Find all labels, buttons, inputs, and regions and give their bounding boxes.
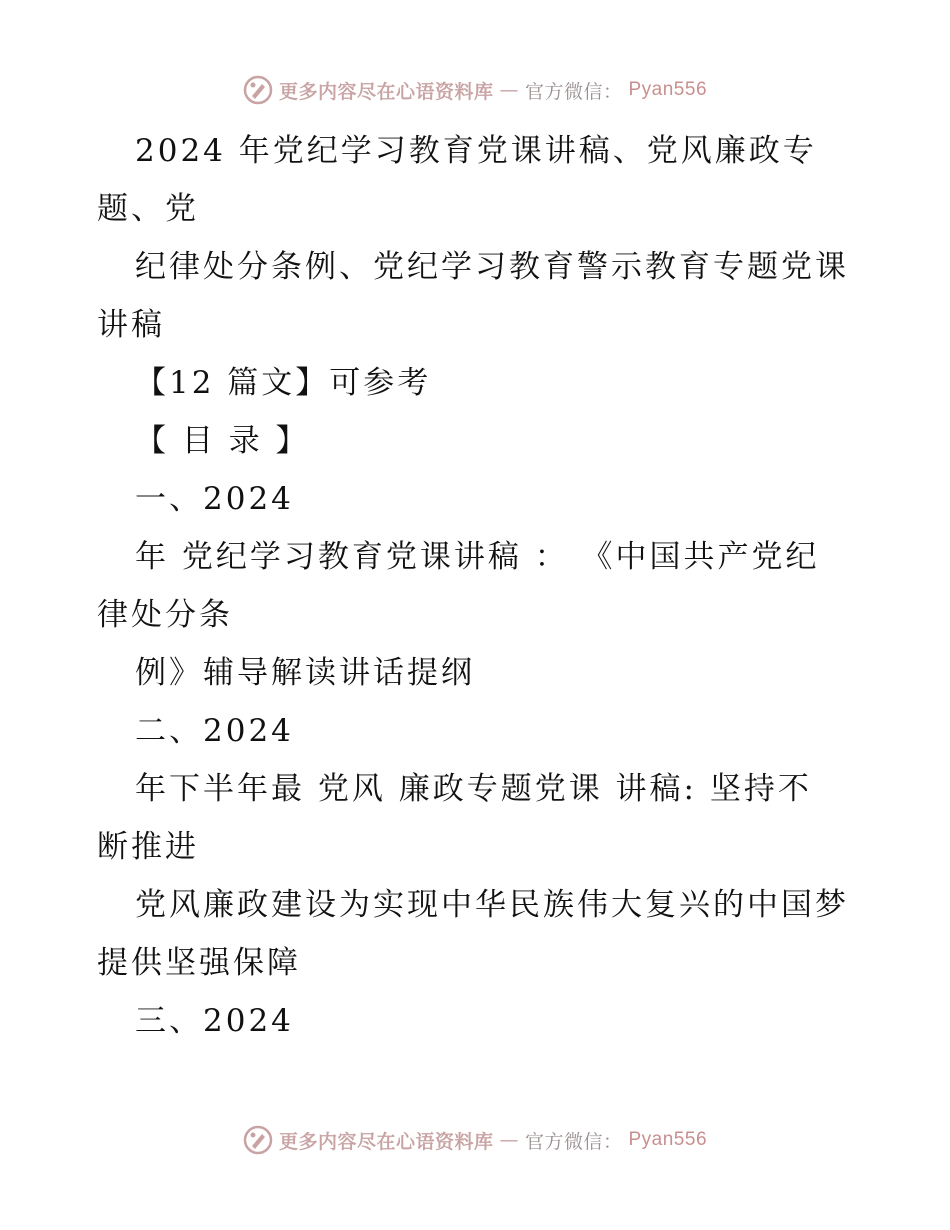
toc-item-number: 三、2024 (135, 1003, 294, 1039)
toc-item-title: 例》辅导解读讲话提纲 (135, 655, 475, 691)
watermark-wechat-id: Pyan556 (628, 1129, 708, 1150)
document-line: 2024 年党纪学习教育党课讲稿、党风廉政专 (135, 133, 817, 169)
document-line: 讲稿 (97, 307, 165, 343)
toc-item-number: 二、2024 (135, 713, 294, 749)
pen-seal-icon (243, 75, 273, 105)
watermark-wechat-label: 官方微信： (524, 80, 623, 103)
toc-item-title: 年下半年最 党风 廉政专题党课 讲稿: 坚持不 (135, 771, 812, 807)
watermark-text: 更多内容尽在心语资料库 (278, 80, 494, 103)
toc-item-title: 党风廉政建设为实现中华民族伟大复兴的中国梦 (135, 887, 849, 923)
document-body (97, 122, 857, 1050)
watermark-separator: — (499, 1129, 519, 1151)
toc-item-title: 律处分条 (97, 597, 233, 633)
watermark-wechat-label: 官方微信： (524, 1130, 623, 1153)
document-line: 纪律处分条例、党纪学习教育警示教育专题党课 (135, 249, 849, 285)
watermark-text: 更多内容尽在心语资料库 (278, 1130, 494, 1153)
header-watermark (0, 70, 950, 110)
document-line: 题、党 (97, 191, 199, 227)
watermark-separator: — (499, 79, 519, 101)
watermark-wechat-id: Pyan556 (628, 79, 708, 100)
footer-watermark (0, 1120, 950, 1160)
document-line: 【12 篇文】可参考 (135, 365, 432, 401)
toc-item-number: 一、2024 (135, 481, 294, 517)
toc-item-title: 年 党纪学习教育党课讲稿 ： 《中国共产党纪 (135, 539, 820, 575)
toc-item-title: 提供坚强保障 (97, 945, 301, 981)
toc-item-title: 断推进 (97, 829, 199, 865)
table-of-contents-heading: 【 目 录 】 (135, 423, 310, 459)
pen-seal-icon (243, 1125, 273, 1155)
